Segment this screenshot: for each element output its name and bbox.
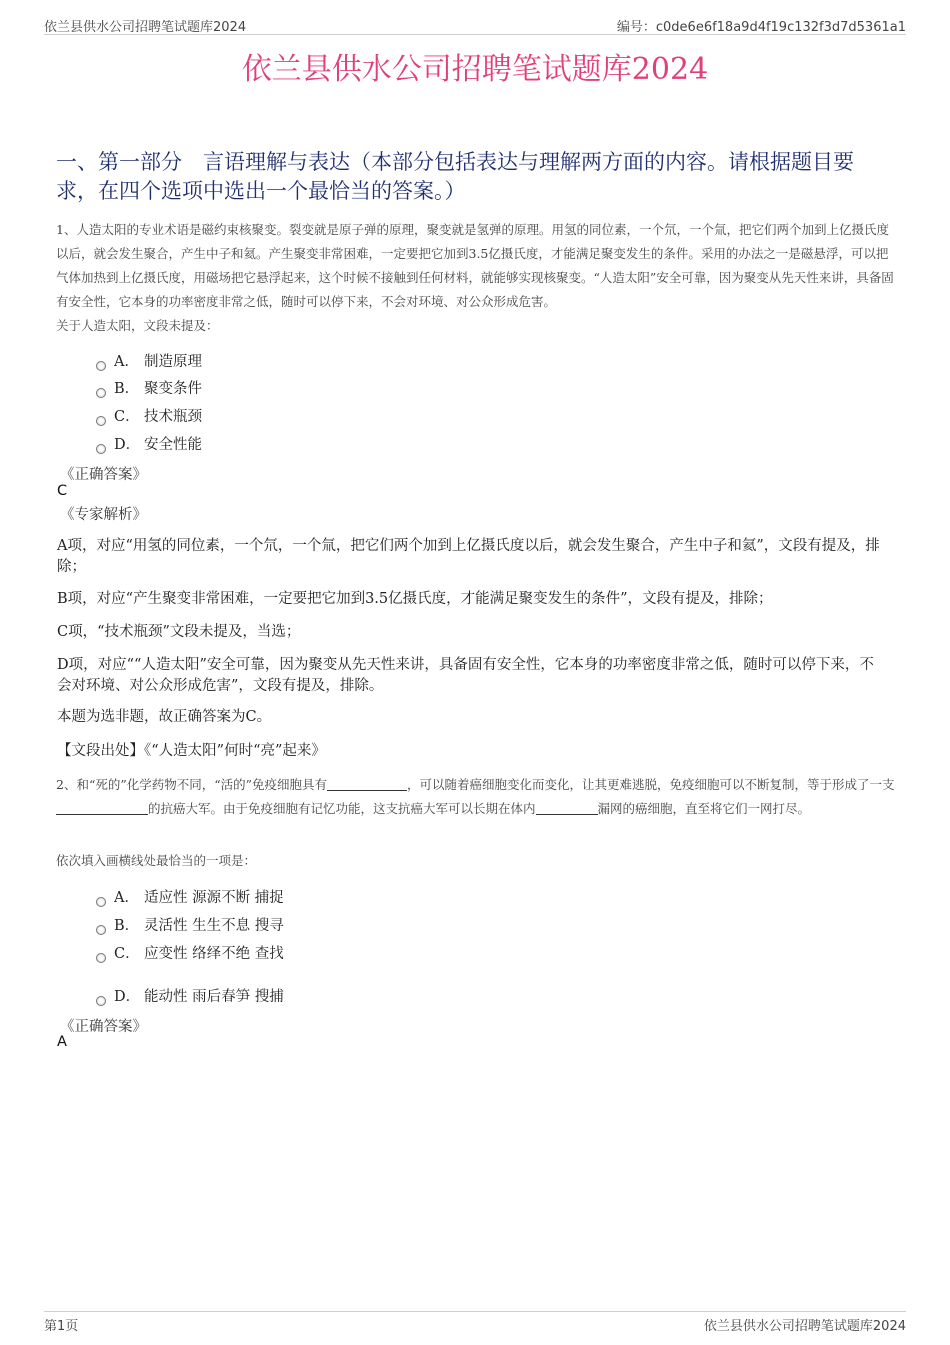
header-doc-title: 依兰县供水公司招聘笔试题库2024 bbox=[44, 20, 247, 35]
q1-answer-label: 《正确答案》 bbox=[60, 467, 147, 483]
radio-icon[interactable] bbox=[96, 388, 106, 398]
q1-source: 【文段出处】《“人造太阳”何时“亮”起来》 bbox=[57, 743, 326, 759]
q1-option-d[interactable]: D． 安全性能 bbox=[96, 433, 202, 454]
radio-icon[interactable] bbox=[96, 897, 106, 907]
q2-answer-label: 《正确答案》 bbox=[60, 1019, 147, 1035]
radio-icon[interactable] bbox=[96, 996, 106, 1006]
header-doc-code: 编号：c0de6e6f18a9d4f19c132f3d7d5361a1 bbox=[616, 20, 906, 35]
radio-icon[interactable] bbox=[96, 416, 106, 426]
q1-analysis-conclusion: 本题为选非题，故正确答案为C。 bbox=[57, 709, 272, 725]
page-title: 依兰县供水公司招聘笔试题库2024 bbox=[241, 52, 709, 87]
q2-answer: A bbox=[57, 1034, 67, 1050]
q1-analysis-label: 《专家解析》 bbox=[60, 507, 147, 523]
radio-icon[interactable] bbox=[96, 925, 106, 935]
q1-prompt: 关于人造太阳，文段未提及： bbox=[56, 318, 219, 333]
q1-option-b[interactable]: B． 聚变条件 bbox=[96, 377, 202, 398]
q1-passage: 1、人造太阳的专业术语是磁约束核聚变。裂变就是原子弹的原理，聚变就是氢弹的原理。用氢的同位素，一个氘，一个氚，把它们两个加到上亿摄氏度以后，就会发生聚合，产生中子和氦。产生聚变非常困难，一定要把它加到3.5亿摄氏度，才能满足聚变发生的条件。采用的办法之一是磁悬浮，可以把气体加热到上亿摄氏度，用磁场把它悬浮起来，这个时候不接触到任何材料，就能够实现核聚变。“人造太阳”安全可靠，因为聚变从先天性来讲，具备固有安全性，它本身的功率密度非常之低，随时可以停下来，不会对环境、对公众形成危害。 bbox=[56, 222, 894, 309]
q1-analysis-a: A项，对应“用氢的同位素，一个氘，一个氚，把它们两个加到上亿摄氏度以后，就会发生聚合，产生中子和氦”，文段有提及，排除； bbox=[57, 538, 880, 575]
page-footer bbox=[44, 1311, 906, 1334]
q2-option-c[interactable]: C． 应变性 络绎不绝 查找 bbox=[96, 942, 284, 963]
q2-option-a[interactable]: A． 适应性 源源不断 捕捉 bbox=[96, 886, 284, 907]
radio-icon[interactable] bbox=[96, 361, 106, 371]
q1-answer: C bbox=[57, 483, 68, 499]
radio-icon[interactable] bbox=[96, 953, 106, 963]
q2-prompt: 依次填入画横线处最恰当的一项是： bbox=[56, 853, 257, 868]
q1-analysis-b: B项，对应“产生聚变非常困难，一定要把它加到3.5亿摄氏度，才能满足聚变发生的条件”，文段有提及，排除； bbox=[57, 591, 773, 607]
radio-icon[interactable] bbox=[96, 444, 106, 454]
q2-passage: 2、和“死的”化学药物不同，“活的”免疫细胞具有 ，可以随着癌细胞变化而变化，让其更难逃脱，免疫细胞可以不断复制，等于形成了一支的抗癌大军。由于免疫细胞有记忆功能，这支抗癌大军可以长期在体内 漏网的癌细胞，直至将它们一网打尽。 bbox=[56, 777, 895, 816]
q1-analysis-d: D项，对应““人造太阳”安全可靠，因为聚变从先天性来讲，具备固有安全性，它本身的功率密度非常之低，随时可以停下来，不会对环境、对公众形成危害”，文段有提及，排除。 bbox=[57, 657, 874, 694]
page-header bbox=[44, 14, 906, 35]
section-heading: 一、第一部分 言语理解与表达（本部分包括表达与理解两方面的内容。请根据题目要求，在四个选项中选出一个最恰当的答案。） bbox=[56, 150, 854, 203]
q1-option-c[interactable]: C． 技术瓶颈 bbox=[96, 405, 202, 426]
blank-1[interactable] bbox=[327, 778, 407, 791]
page-number: 第1页 bbox=[44, 1319, 79, 1334]
q1-analysis-c: C项，“技术瓶颈”文段未提及，当选； bbox=[57, 624, 301, 640]
blank-2[interactable] bbox=[56, 802, 148, 815]
q2-option-d[interactable]: D． 能动性 雨后春笋 搜捕 bbox=[96, 985, 284, 1006]
q2-option-b[interactable]: B． 灵活性 生生不息 搜寻 bbox=[96, 914, 284, 935]
blank-3[interactable] bbox=[536, 802, 598, 815]
footer-doc-title: 依兰县供水公司招聘笔试题库2024 bbox=[703, 1319, 906, 1334]
q1-option-a[interactable]: A． 制造原理 bbox=[96, 350, 202, 371]
